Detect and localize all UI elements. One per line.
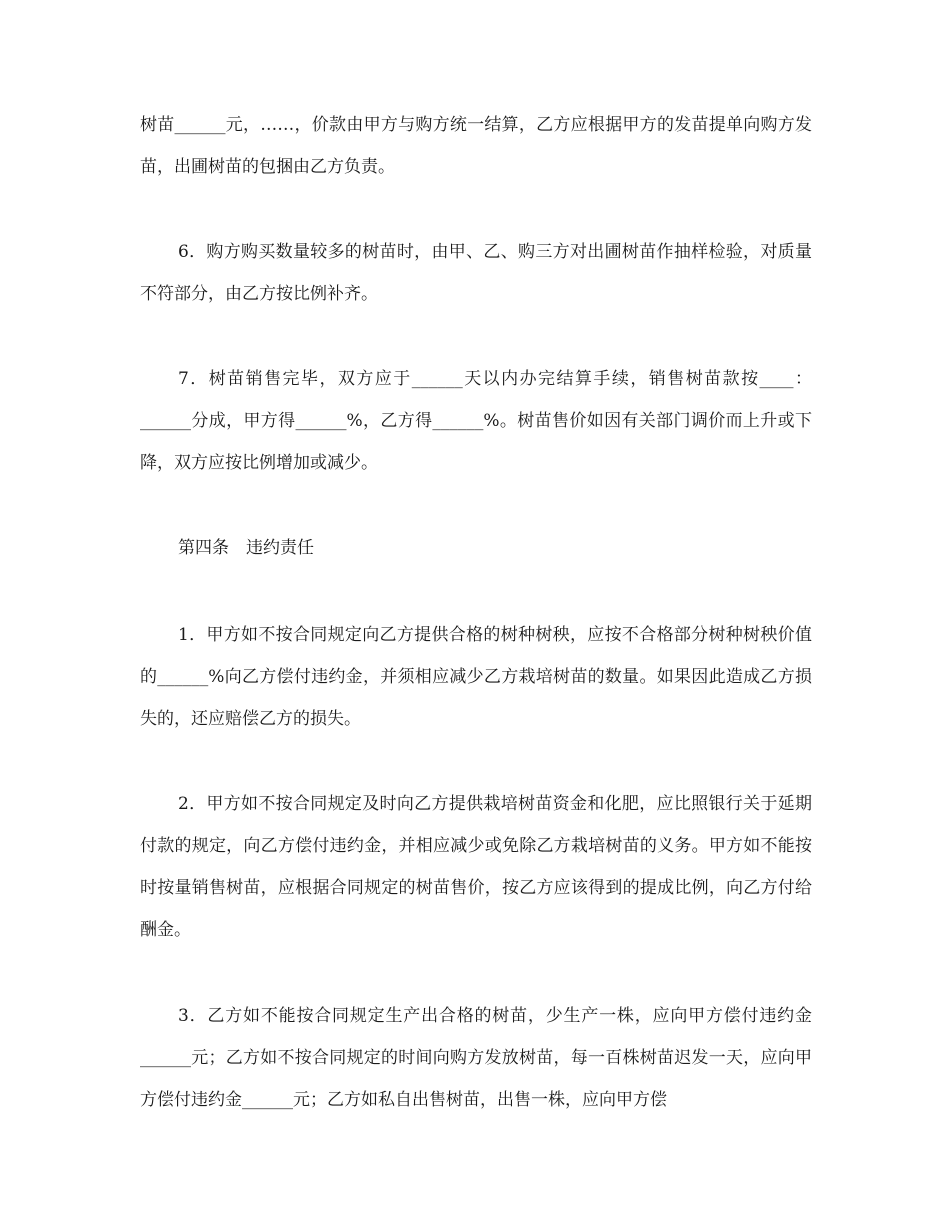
paragraph-liability-3: 3．乙方如不能按合同规定生产出合格的树苗，少生产一株，应向甲方偿付违约金______元；乙方如不按合同规定的时间向购方发放树苗，每一百株树苗迟发一天，应向甲方偿付违约金______元；乙方如私自出售树苗，出售一株，应向甲方偿 [140,1006,812,1110]
paragraph-item-6: 6．购方购买数量较多的树苗时，由甲、乙、购三方对出圃树苗作抽样检验，对质量不符部分，由乙方按比例补齐。 [140,242,812,304]
paragraph-payment-continuation: 树苗______元，……，价款由甲方与购方统一结算，乙方应根据甲方的发苗提单向购方发苗，出圃树苗的包捆由乙方负责。 [140,115,812,177]
paragraph-item-7: 7．树苗销售完毕，双方应于______天以内办完结算手续，销售树苗款按____：______分成，甲方得______%，乙方得______%。树苗售价如因有关部门调价而上升或下降，双方应按比例增加或减少。 [140,369,812,473]
section-heading-liability: 第四条 违约责任 [178,538,314,558]
paragraph-liability-2: 2．甲方如不按合同规定及时向乙方提供栽培树苗资金和化肥，应比照银行关于延期付款的规定，向乙方偿付违约金，并相应减少或免除乙方栽培树苗的义务。甲方如不能按时按量销售树苗，应根据合同规定的树苗售价，按乙方应该得到的提成比例，向乙方付给酬金。 [140,794,812,940]
paragraph-liability-1: 1．甲方如不按合同规定向乙方提供合格的树种树秧，应按不合格部分树种树秧价值的______%向乙方偿付违约金，并须相应减少乙方栽培树苗的数量。如果因此造成乙方损失的，还应赔偿乙方的损失。 [140,625,812,729]
